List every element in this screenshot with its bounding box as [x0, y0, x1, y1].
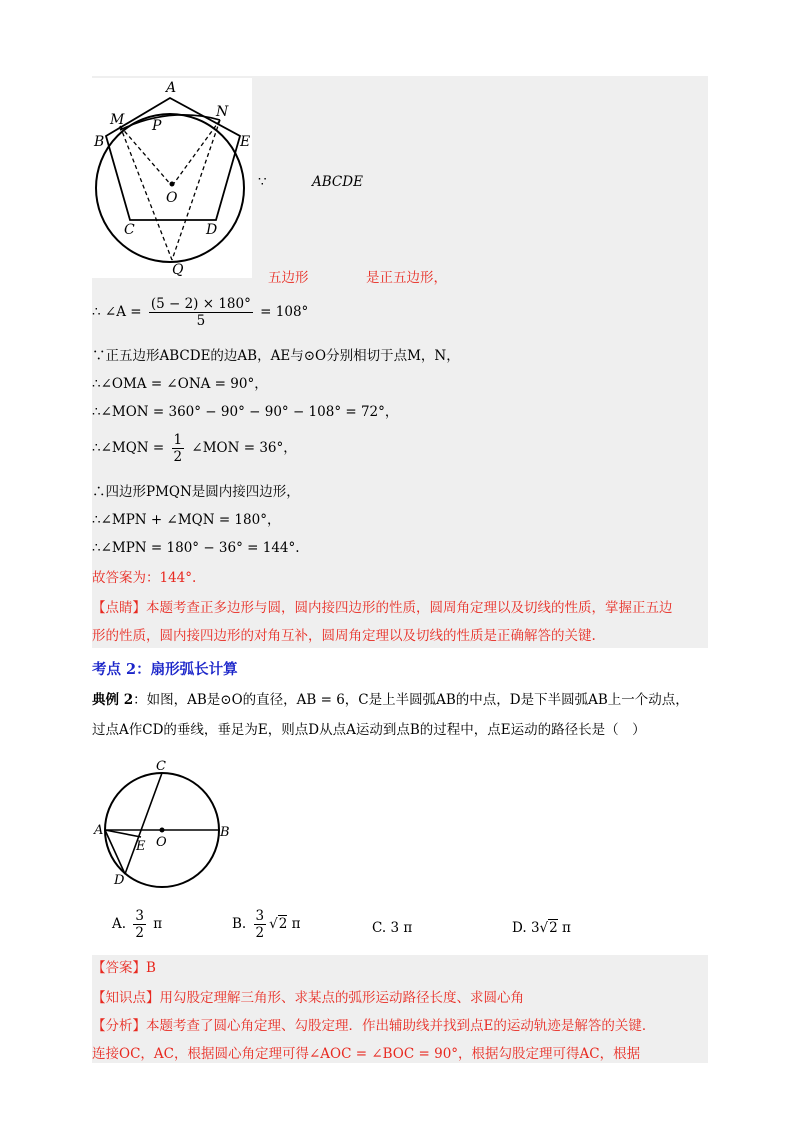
label-d: D	[206, 222, 218, 238]
angle-a-num: (5 − 2) × 180°	[150, 296, 251, 312]
option-b-den: 2	[255, 925, 265, 941]
step5-suffix: ∠MON = 36°，	[191, 440, 297, 456]
label-o: O	[166, 190, 178, 206]
option-d-tail: π	[562, 920, 571, 936]
pentagon-label: 五边形	[268, 270, 309, 286]
example-text1: ：如图，AB是⊙O的直径，AB = 6，C是上半圆弧AB的中点，D是下半圆弧AB上一个动点，	[133, 692, 689, 708]
because-symbol: ∵	[258, 174, 267, 190]
fig2-label-a: A	[94, 823, 104, 838]
option-a-den: 2	[135, 925, 144, 941]
option-d-key: D.	[512, 920, 527, 936]
because-text: ABCDE	[312, 174, 363, 190]
circle-o	[96, 114, 244, 262]
option-a-tail: π	[153, 916, 163, 932]
label-p: P	[152, 118, 162, 134]
example-line1	[92, 690, 689, 710]
option-c[interactable]	[372, 920, 412, 936]
fig2-label-b: B	[220, 825, 230, 840]
fig2-label-d: D	[114, 873, 125, 888]
answer-label: 【答案】B	[92, 960, 156, 976]
step5	[92, 432, 297, 465]
label-m: M	[110, 112, 125, 128]
example-label: 典例 2	[92, 692, 134, 708]
angle-a-den: 5	[196, 313, 206, 329]
fig2-label-o: O	[156, 835, 167, 850]
option-d-root: 2	[549, 920, 558, 936]
step6: ∴四边形PMQN是圆内接四边形，	[92, 484, 300, 500]
step4: ∴∠MON = 360° − 90° − 90° − 108° = 72°，	[92, 404, 399, 420]
label-q: Q	[172, 262, 184, 278]
step5-den: 2	[173, 449, 183, 465]
tip-line1: 【点睛】本题考查正多边形与圆，圆内接四边形的性质，圆周角定理以及切线的性质，掌握正五边	[92, 600, 673, 616]
option-b-fraction	[254, 908, 267, 941]
label-n: N	[216, 104, 229, 120]
option-b-root: 2	[278, 916, 288, 932]
option-d-text: 3	[530, 920, 540, 936]
option-c-key: C.	[372, 920, 387, 936]
option-d[interactable]: D. 3√2 π	[512, 920, 571, 936]
step7: ∴∠MPN + ∠MQN = 180°，	[92, 512, 281, 528]
angle-a-line	[92, 296, 308, 329]
analysis-line2: 连接OC，AC，根据圆心角定理可得∠AOC = ∠BOC = 90°，根据勾股定理可得AC，根据	[92, 1046, 641, 1062]
option-c-text: 3 π	[390, 920, 413, 936]
label-a: A	[166, 80, 177, 96]
angle-a-prefix: ∴ ∠A =	[92, 304, 142, 320]
figure-pentagon-circle	[92, 78, 252, 278]
step5-num: 1	[173, 432, 183, 448]
fig2-label-c: C	[156, 759, 166, 774]
fig2-label-e: E	[136, 839, 146, 854]
figure-circle-diameter	[92, 758, 242, 893]
example-line2: 过点A作CD的垂线，垂足为E，则点D从点A运动到点B的过程中，点E运动的路径长是（ ）	[92, 722, 646, 738]
option-b-num: 3	[255, 908, 265, 924]
label-e: E	[240, 134, 251, 150]
option-b-key: B.	[232, 916, 247, 932]
knowledge-label: 【知识点】用勾股定理解三角形、求某点的弧形运动路径长度、求圆心角	[92, 990, 524, 1006]
circle-diameter-svg	[92, 758, 242, 893]
tip-line2: 形的性质，圆内接四边形的对角互补，圆周角定理以及切线的性质是正确解答的关键.	[92, 628, 596, 644]
analysis-line1: 【分析】本题考查了圆心角定理、勾股定理．作出辅助线并找到点E的运动轨迹是解答的关键．	[92, 1018, 656, 1034]
final-answer: 故答案为：144°.	[92, 570, 197, 586]
section-title: 考点 2：扇形弧长计算	[92, 661, 238, 678]
option-b[interactable]: B. $\frac{3}{2}$ √2 π	[232, 908, 301, 941]
step5-prefix: ∴∠MQN =	[92, 440, 165, 456]
angle-a-fraction	[149, 296, 253, 329]
option-b-tail: π	[291, 916, 301, 932]
option-a-fraction	[133, 908, 146, 941]
angle-a-suffix: = 108°	[260, 304, 309, 320]
is-regular-label: 是正五边形，	[366, 270, 447, 286]
step3: ∴∠OMA = ∠ONA = 90°，	[92, 376, 268, 392]
label-b: B	[94, 134, 105, 150]
label-c: C	[124, 222, 135, 238]
option-a[interactable]	[112, 908, 162, 941]
step2: ∵正五边形ABCDE的边AB，AE与⊙O分别相切于点M，N，	[92, 348, 460, 364]
step8: ∴∠MPN = 180° − 36° = 144°.	[92, 540, 300, 556]
step5-fraction	[172, 432, 185, 465]
option-a-key: A.	[112, 916, 127, 932]
option-a-num: 3	[135, 908, 144, 924]
pentagon-circle-svg	[92, 78, 252, 278]
